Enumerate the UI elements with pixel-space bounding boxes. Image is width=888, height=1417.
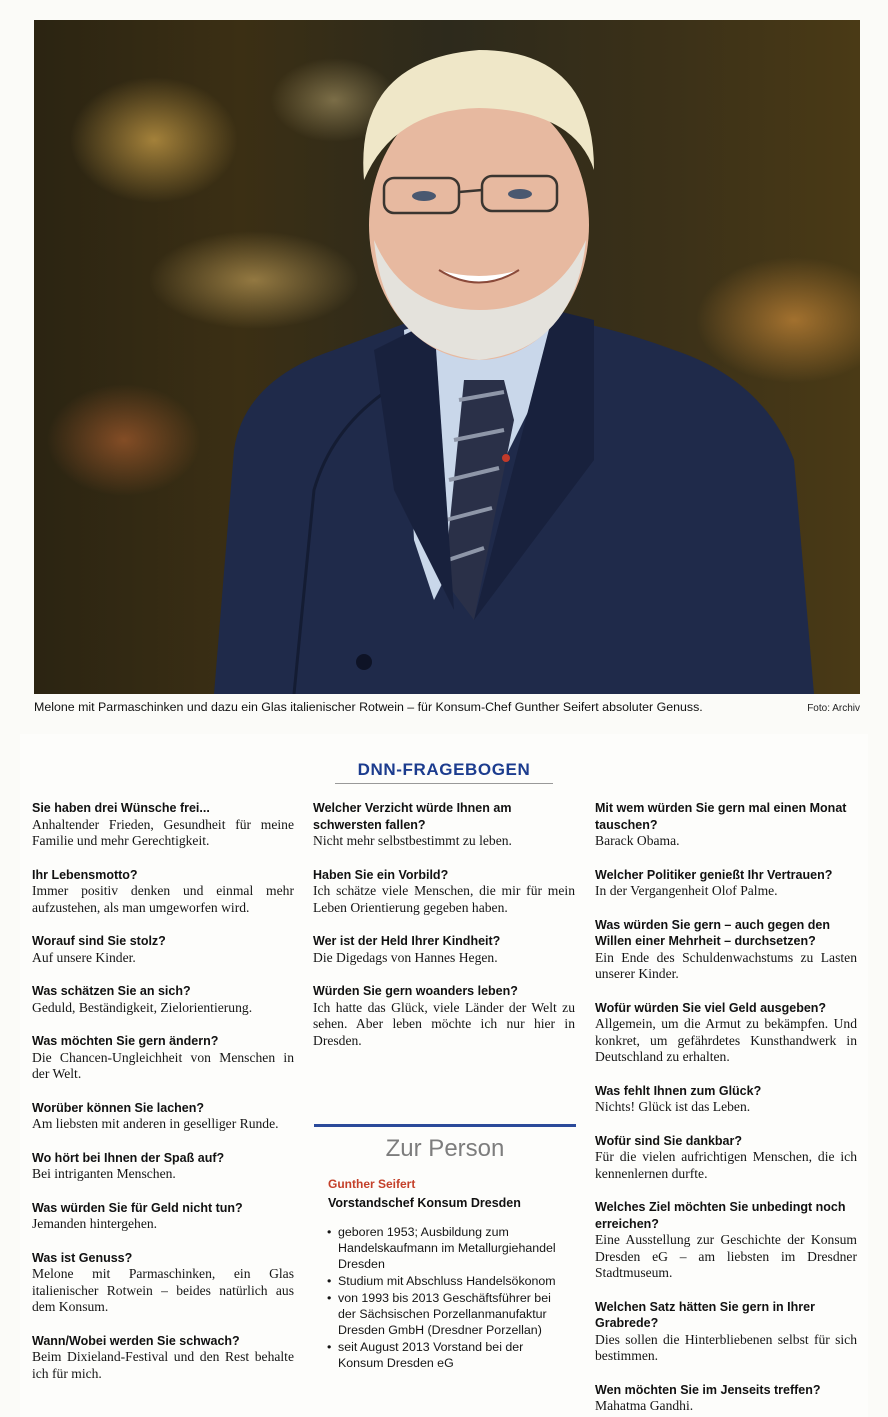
biography-item: • Studium mit Abschluss Handelsökonom xyxy=(326,1273,562,1289)
answer: Melone mit Parmaschinken, ein Glas italienischer Rotwein – beides natürlich aus dem Konsum. xyxy=(32,1266,294,1314)
question: Was schätzen Sie an sich? xyxy=(32,984,191,998)
caption-text: Melone mit Parmaschinken und dazu ein Glas italienischer Rotwein – für Konsum-Chef Gunther Seifert absoluter Genuss. xyxy=(34,700,703,714)
qa-item xyxy=(595,867,857,900)
question: Was fehlt Ihnen zum Glück? xyxy=(595,1083,762,1098)
photo-caption xyxy=(34,700,860,720)
question: Ihr Lebensmotto? xyxy=(32,867,138,882)
answer: Die Chancen-Ungleichheit von Menschen in der Welt. xyxy=(32,1049,294,1081)
qa-item xyxy=(595,1000,857,1066)
question: Was ist Genuss? xyxy=(32,1250,133,1265)
person-role: Vorstandschef Konsum Dresden xyxy=(328,1196,521,1210)
column-1 xyxy=(32,800,294,1399)
qa-item xyxy=(32,1250,294,1316)
biography-item: • geboren 1953; Ausbildung zum Handelskaufmann im Metallurgiehandel Dresden xyxy=(326,1224,562,1272)
qa-item xyxy=(595,1299,857,1365)
qa-item xyxy=(32,867,294,917)
answer: Jemanden hintergehen. xyxy=(32,1216,158,1231)
question: Welcher Politiker genießt Ihr Vertrauen? xyxy=(595,867,833,882)
biography-item: • seit August 2013 Vorstand bei der Konsum Dresden eG xyxy=(326,1339,562,1371)
photo-credit: Foto: Archiv xyxy=(807,703,860,714)
zur-person-title: Zur Person xyxy=(385,1135,505,1162)
answer: Nichts! Glück ist das Leben. xyxy=(595,1099,751,1114)
answer: Nicht mehr selbstbestimmt zu leben. xyxy=(313,833,512,848)
question: Welcher Verzicht würde Ihnen am schwersten fallen? xyxy=(313,801,512,832)
answer: Anhaltender Frieden, Gesundheit für meine Familie und mehr Gerechtigkeit. xyxy=(32,816,294,848)
question: Haben Sie ein Vorbild? xyxy=(313,867,449,882)
question: Würden Sie gern woanders leben? xyxy=(313,984,518,998)
qa-item xyxy=(313,800,575,850)
title-rule xyxy=(335,783,553,784)
qa-item xyxy=(32,800,294,850)
qa-item xyxy=(313,933,575,966)
question: Sie haben drei Wünsche frei... xyxy=(32,801,210,815)
answer: Ich hatte das Glück, viele Länder der Welt zu sehen. Aber leben möchte ich nur hier in Dresden. xyxy=(313,999,575,1048)
answer: Bei intriganten Menschen. xyxy=(32,1166,176,1181)
answer: Die Digedags von Hannes Hegen. xyxy=(313,949,498,965)
answer: Immer positiv denken und einmal mehr aufzustehen, als man umgeworfen wird. xyxy=(32,883,294,915)
question: Mit wem würden Sie gern mal einen Monat tauschen? xyxy=(595,801,847,832)
answer: Barack Obama. xyxy=(595,833,680,848)
answer: Eine Ausstellung zur Geschichte der Konsum Dresden eG – am liebsten im Dresdner Stadtmuseum. xyxy=(595,1232,857,1280)
biography-item: • von 1993 bis 2013 Geschäftsführer bei der Sächsischen Porzellanmanufaktur Dresden GmbH (Dresdner Porzellan) xyxy=(326,1290,562,1338)
answer: Dies sollen die Hinterbliebenen selbst für sich bestimmen. xyxy=(595,1331,857,1363)
question: Was würden Sie für Geld nicht tun? xyxy=(32,1200,243,1215)
answer: Ich schätze viele Menschen, die mir für mein Leben Orientierung gegeben haben. xyxy=(313,883,575,915)
question: Wo hört bei Ihnen der Spaß auf? xyxy=(32,1150,225,1165)
portrait-photo xyxy=(34,20,860,694)
question: Welches Ziel möchten Sie unbedingt noch erreichen? xyxy=(595,1200,846,1231)
qa-item xyxy=(32,1333,294,1383)
question: Was möchten Sie gern ändern? xyxy=(32,1034,219,1048)
question: Wofür sind Sie dankbar? xyxy=(595,1133,743,1148)
qa-item xyxy=(32,1200,294,1233)
qa-item xyxy=(32,1033,294,1083)
answer: Mahatma Gandhi. xyxy=(595,1398,694,1413)
answer: In der Vergangenheit Olof Palme. xyxy=(595,883,778,898)
zur-person-rule xyxy=(314,1124,576,1127)
qa-item xyxy=(595,1133,857,1183)
question: Worüber können Sie lachen? xyxy=(32,1100,205,1115)
answer: Ein Ende des Schuldenwachstums zu Lasten unserer Kinder. xyxy=(595,949,857,981)
answer: Auf unsere Kinder. xyxy=(32,949,136,965)
qa-item xyxy=(595,1382,857,1415)
question: Wofür würden Sie viel Geld ausgeben? xyxy=(595,1000,827,1015)
qa-item xyxy=(595,1199,857,1282)
qa-item xyxy=(32,1100,294,1133)
fragebogen-title: DNN-FRAGEBOGEN xyxy=(357,760,531,779)
answer: Geduld, Beständigkeit, Zielorientierung. xyxy=(32,999,253,1015)
question: Welchen Satz hätten Sie gern in Ihrer Grabrede? xyxy=(595,1299,815,1330)
qa-item xyxy=(32,933,294,966)
answer: Am liebsten mit anderen in geselliger Runde. xyxy=(32,1116,279,1131)
qa-item xyxy=(32,983,294,1016)
answer: Allgemein, um die Armut zu bekämpfen. Und konkret, um gefährdetes Kunsthandwerk in Deutschland zu erhalten. xyxy=(595,1016,857,1064)
qa-item xyxy=(313,983,575,1049)
question: Wen möchten Sie im Jenseits treffen? xyxy=(595,1382,821,1397)
portrait-illustration xyxy=(34,20,860,694)
question: Wer ist der Held Ihrer Kindheit? xyxy=(313,934,501,948)
qa-item xyxy=(595,800,857,850)
qa-item xyxy=(313,867,575,917)
column-3 xyxy=(595,800,857,1417)
person-name: Gunther Seifert xyxy=(328,1177,416,1191)
answer: Beim Dixieland-Festival und den Rest behalte ich für mich. xyxy=(32,1349,294,1381)
qa-item xyxy=(595,1083,857,1116)
question: Worauf sind Sie stolz? xyxy=(32,934,166,948)
qa-item xyxy=(32,1150,294,1183)
question: Wann/Wobei werden Sie schwach? xyxy=(32,1333,240,1348)
qa-item xyxy=(595,917,857,983)
question: Was würden Sie gern – auch gegen den Willen einer Mehrheit – durchsetzen? xyxy=(595,917,831,948)
biography-list xyxy=(326,1224,562,1372)
answer: Für die vielen aufrichtigen Menschen, die ich kennenlernen durfte. xyxy=(595,1149,857,1181)
column-2 xyxy=(313,800,575,1066)
